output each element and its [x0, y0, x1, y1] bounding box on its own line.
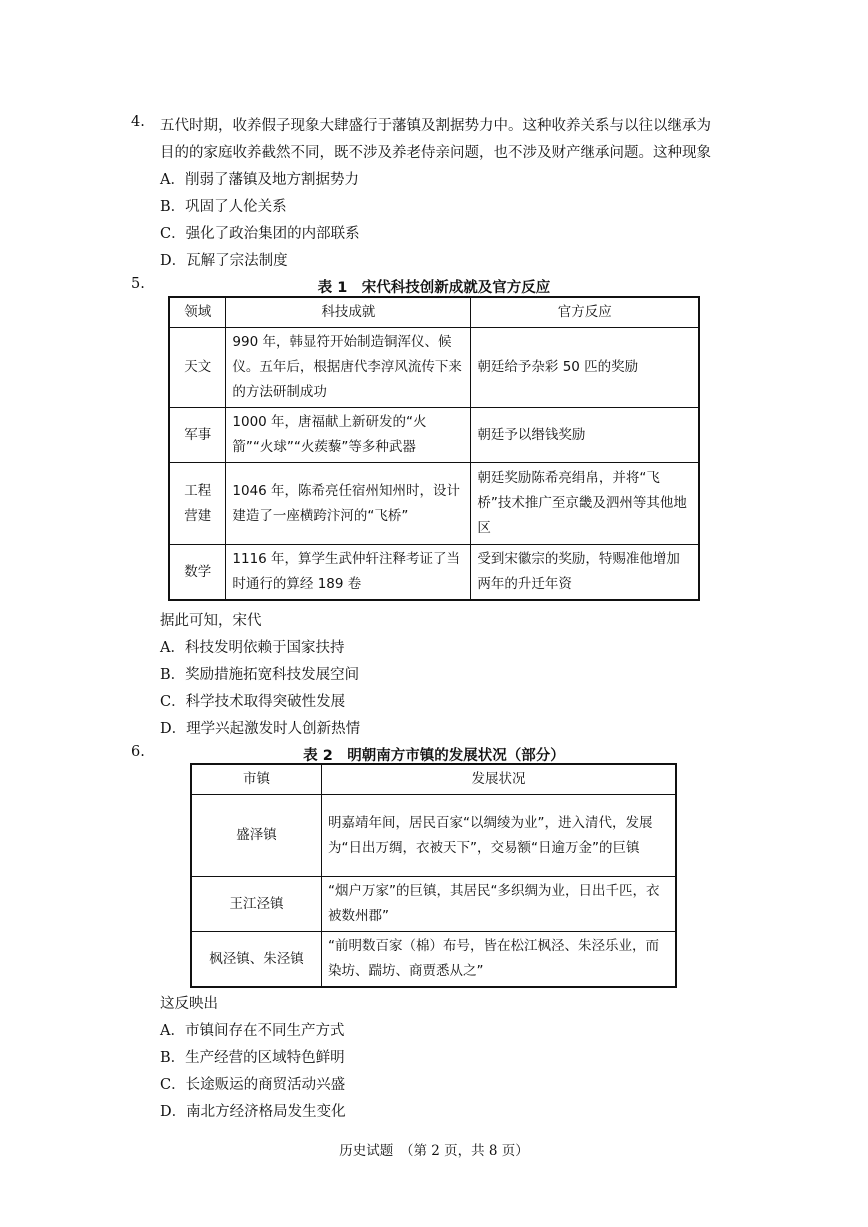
- table-1-header-response: 官方反应: [471, 297, 699, 328]
- table-2-header-town: 市镇: [191, 764, 322, 795]
- question-5-option-d: D．理学兴起激发时人创新热情: [160, 721, 361, 737]
- table-1-achievement: 1046 年，陈希亮任宿州知州时，设计建造了一座横跨汴河的“飞桥”: [226, 463, 471, 545]
- table-1-field: 数学: [169, 545, 226, 601]
- question-4-option-b: B．巩固了人伦关系: [160, 199, 287, 215]
- question-4-stem-line-2: 目的的家庭收养截然不同，既不涉及养老侍亲问题，也不涉及财产继承问题。这种现象: [160, 145, 711, 161]
- table-1: [168, 296, 700, 601]
- question-6-option-c: C．长途贩运的商贸活动兴盛: [160, 1077, 346, 1093]
- page-footer: 历史试题 （第 2 页，共 8 页）: [339, 1143, 529, 1159]
- table-2-town: 王江泾镇: [191, 877, 322, 932]
- question-5-option-a: A．科技发明依赖于国家扶持: [160, 640, 345, 656]
- table-1-header-achievement: 科技成就: [226, 297, 471, 328]
- question-5-option-b: B．奖励措施拓宽科技发展空间: [160, 667, 360, 683]
- table-2-title: 表 2 明朝南方市镇的发展状况（部分）: [303, 748, 565, 764]
- question-4-option-c: C．强化了政治集团的内部联系: [160, 226, 360, 242]
- question-6-option-b: B．生产经营的区域特色鲜明: [160, 1050, 345, 1066]
- table-1-response: 朝廷予以缗钱奖励: [471, 408, 699, 463]
- table-1-response: 受到宋徽宗的奖励，特赐准他增加两年的升迁年资: [471, 545, 699, 601]
- question-5-option-c: C．科学技术取得突破性发展: [160, 694, 346, 710]
- table-1-achievement: 1116 年，算学生武仲轩注释考证了当时通行的算经 189 卷: [226, 545, 471, 601]
- question-6-option-a: A．市镇间存在不同生产方式: [160, 1023, 345, 1039]
- question-4-option-d: D．瓦解了宗法制度: [160, 253, 288, 269]
- table-1-title: 表 1 宋代科技创新成就及官方反应: [317, 280, 551, 296]
- table-2-town: 枫泾镇、朱泾镇: [191, 932, 322, 988]
- question-5-lead: 据此可知，宋代: [160, 613, 262, 629]
- table-2: [190, 763, 677, 988]
- table-2-town: 盛泽镇: [191, 795, 322, 877]
- table-1-response: 朝廷给予杂彩 50 匹的奖励: [471, 328, 699, 408]
- question-4-number: 4.: [131, 114, 145, 130]
- question-5-number: 5.: [131, 276, 145, 292]
- table-2-status: 明嘉靖年间，居民百家“以绸绫为业”，进入清代，发展为“日出万绸，衣被天下”，交易额“日逾万金”的巨镇: [322, 795, 676, 877]
- table-1-field: 军事: [169, 408, 226, 463]
- table-1-achievement: 990 年，韩显符开始制造铜浑仪、候仪。五年后，根据唐代李淳风流传下来的方法研制成功: [226, 328, 471, 408]
- question-6-option-d: D．南北方经济格局发生变化: [160, 1104, 346, 1120]
- question-6-number: 6.: [131, 744, 145, 760]
- question-4-option-a: A．削弱了藩镇及地方割据势力: [160, 172, 359, 188]
- table-2-status: “前明数百家（棉）布号，皆在松江枫泾、朱泾乐业，而染坊、踹坊、商贾悉从之”: [322, 932, 676, 988]
- table-1-field: 天文: [169, 328, 226, 408]
- table-1-response: 朝廷奖励陈希亮绢帛，并将“飞桥”技术推广至京畿及泗州等其他地区: [471, 463, 699, 545]
- question-4-stem-line-1: 五代时期，收养假子现象大肆盛行于藩镇及割据势力中。这种收养关系与以往以继承为: [160, 118, 711, 134]
- table-1-header-field: 领域: [169, 297, 226, 328]
- question-6-lead: 这反映出: [160, 996, 218, 1012]
- table-2-status: “烟户万家”的巨镇，其居民“多织绸为业，日出千匹，衣被数州郡”: [322, 877, 676, 932]
- table-2-header-status: 发展状况: [322, 764, 676, 795]
- table-1-achievement: 1000 年，唐福献上新研发的“火箭”“火球”“火蒺藜”等多种武器: [226, 408, 471, 463]
- table-1-field: 工程营建: [169, 463, 226, 545]
